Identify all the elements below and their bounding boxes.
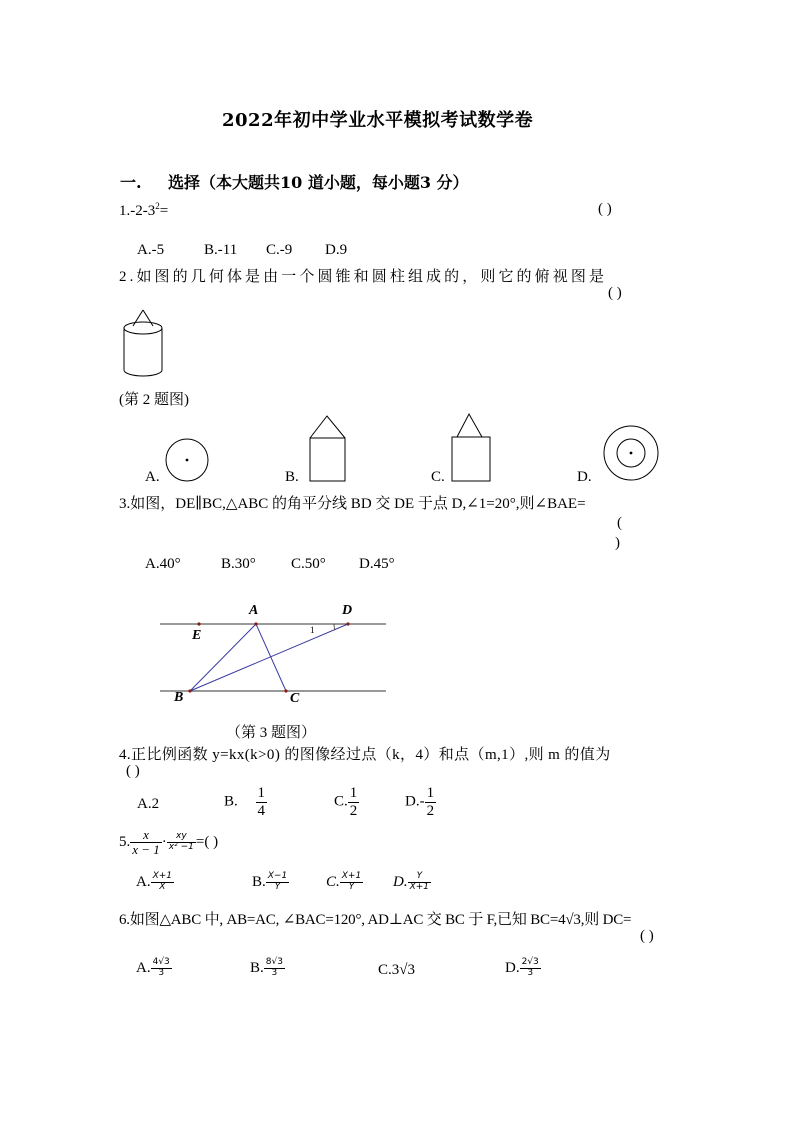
q6-option-b-label: B. [250, 959, 264, 976]
question-3-stem: 3.如图，DE∥BC,△ABC 的角平分线 BD 交 DE 于点 D,∠1=20°,则∠BAE= [119, 496, 586, 512]
q6-option-d [505, 958, 541, 979]
q4-option-b-fraction [256, 785, 268, 819]
q4-option-d-label: D.- [405, 793, 425, 810]
q6-option-b-fraction [264, 958, 285, 979]
q5-option-b [252, 872, 289, 893]
q4-option-b-den: 4 [257, 802, 266, 819]
q5-option-a-fraction [151, 872, 174, 893]
q2-option-c-label: C. [431, 469, 445, 485]
q3-angle-1-label: 1 [310, 625, 315, 635]
q5-option-d-label: D. [393, 873, 408, 890]
q2-figure-caption: (第 2 题图) [119, 392, 189, 408]
q5-option-c-fraction [340, 872, 363, 893]
q6-option-d-fraction [520, 958, 541, 979]
q5-fraction-2 [167, 832, 196, 853]
q1-option-a: A.-5 [137, 242, 165, 258]
question-4-answer-bracket: ( ) [126, 763, 140, 779]
q3-figure-caption: （第 3 题图） [226, 725, 317, 741]
q5-option-b-label: B. [252, 873, 266, 890]
q5-option-a [136, 872, 174, 893]
q5-option-b-num: X−1 [267, 871, 288, 881]
q6-option-d-label: D. [505, 959, 520, 976]
q5-option-a-den: X [159, 881, 166, 892]
q5-option-c-label: C. [326, 873, 340, 890]
q2-option-c-figure [447, 410, 497, 485]
q3-option-c: C.50° [291, 556, 326, 572]
q2-option-d-figure [600, 422, 662, 484]
q5-option-d-den: X+1 [409, 881, 430, 892]
question-1-stem [119, 201, 168, 220]
q6-option-c: C.3√3 [378, 962, 415, 978]
q3-option-b: B.30° [221, 556, 256, 572]
q6-option-d-num: 2√3 [521, 957, 539, 967]
q5-option-c-num: X+1 [341, 871, 362, 881]
q5-frac1-num: x [130, 828, 162, 843]
q6-option-a-num: 4√3 [152, 957, 170, 967]
question-5-stem [119, 828, 218, 858]
q5-frac2-den: x² −1 [168, 842, 194, 853]
q5-option-c [326, 872, 363, 893]
q5-frac1-den: x − 1 [132, 842, 160, 858]
q6-option-d-den: 3 [527, 967, 534, 978]
q5-option-d-fraction [408, 872, 431, 893]
question-1-answer-bracket: ( ) [598, 201, 612, 217]
q4-option-c-label: C. [334, 793, 348, 810]
q5-suffix: =( ) [195, 834, 219, 851]
q6-option-b-den: 3 [271, 967, 278, 978]
question-6-answer-bracket: ( ) [640, 928, 654, 944]
q1-option-c: C.-9 [266, 242, 293, 258]
q6-option-b [250, 958, 285, 979]
question-4-stem: 4.正比例函数 y=kx(k>0) 的图像经过点（k，4）和点（m,1）,则 m 的值为 [119, 747, 611, 763]
q4-option-d-fraction [425, 785, 437, 819]
q5-option-b-den: Y [274, 881, 281, 892]
q4-option-d-den: 2 [426, 802, 435, 819]
q4-option-b-label: B. [224, 793, 238, 810]
q5-operator: · [161, 834, 167, 851]
q5-fraction-1 [130, 828, 162, 858]
question-2-stem: 2.如图的几何体是由一个圆锥和圆柱组成的，则它的俯视图是 [119, 269, 608, 285]
q4-option-c [334, 785, 359, 819]
q1-option-d: D.9 [325, 242, 348, 258]
q1-exponent: 2 [155, 201, 160, 211]
q5-option-a-num: X+1 [152, 871, 173, 881]
q4-option-b [224, 785, 267, 819]
q4-option-b-num: 1 [257, 785, 266, 801]
q4-option-d-num: 1 [426, 785, 435, 801]
q3-label-b: B [174, 690, 184, 705]
q5-option-d [393, 872, 431, 893]
q6-option-b-num: 8√3 [265, 957, 283, 967]
q3-label-e: E [192, 628, 202, 643]
q2-option-a-label: A. [145, 469, 160, 485]
q2-option-d-label: D. [577, 469, 592, 485]
q6-option-a [136, 958, 172, 979]
q3-label-a: A [249, 603, 259, 618]
q6-option-a-den: 3 [158, 967, 165, 978]
q5-frac2-num: xy [167, 832, 196, 843]
q5-option-a-label: A. [136, 873, 151, 890]
q3-option-a: A.40° [145, 556, 181, 572]
q2-solid-figure [118, 304, 173, 384]
q2-option-b-figure [305, 413, 355, 485]
q2-option-b-label: B. [285, 469, 299, 485]
q1-option-b: B.-11 [204, 242, 238, 258]
q1-equals: = [159, 203, 169, 219]
q4-option-c-den: 2 [349, 802, 358, 819]
q5-option-d-num: Y [408, 872, 431, 883]
q6-option-a-fraction [151, 958, 172, 979]
q4-option-c-fraction [348, 785, 360, 819]
q3-label-c: C [290, 691, 300, 706]
q5-option-b-fraction [266, 872, 289, 893]
q1-stem-text: 1.-2-3 [119, 203, 156, 219]
q5-option-c-den: Y [348, 881, 355, 892]
q2-option-a-figure [160, 436, 220, 486]
question-2-answer-bracket: ( ) [608, 285, 622, 301]
q3-label-d: D [342, 603, 353, 618]
q3-geometry-figure [150, 600, 395, 710]
section-number: 一. [120, 173, 142, 192]
question-3-bracket-close: ) [615, 535, 620, 551]
q4-option-d [405, 785, 436, 819]
q3-option-d: D.45° [359, 556, 395, 572]
q6-option-a-label: A. [136, 959, 151, 976]
page-title: 2022年初中学业水平模拟考试数学卷 [222, 110, 534, 131]
q5-prefix: 5. [119, 834, 131, 851]
section-title: 选择（本大题共10 道小题，每小题3 分） [168, 173, 469, 192]
q4-option-c-num: 1 [349, 785, 358, 801]
question-3-bracket-open: ( [617, 515, 622, 531]
question-6-stem: 6.如图△ABC 中, AB=AC, ∠BAC=120°, AD⊥AC 交 BC 于 F,已知 BC=4√3,则 DC= [119, 912, 632, 928]
q4-option-a: A.2 [137, 796, 160, 812]
